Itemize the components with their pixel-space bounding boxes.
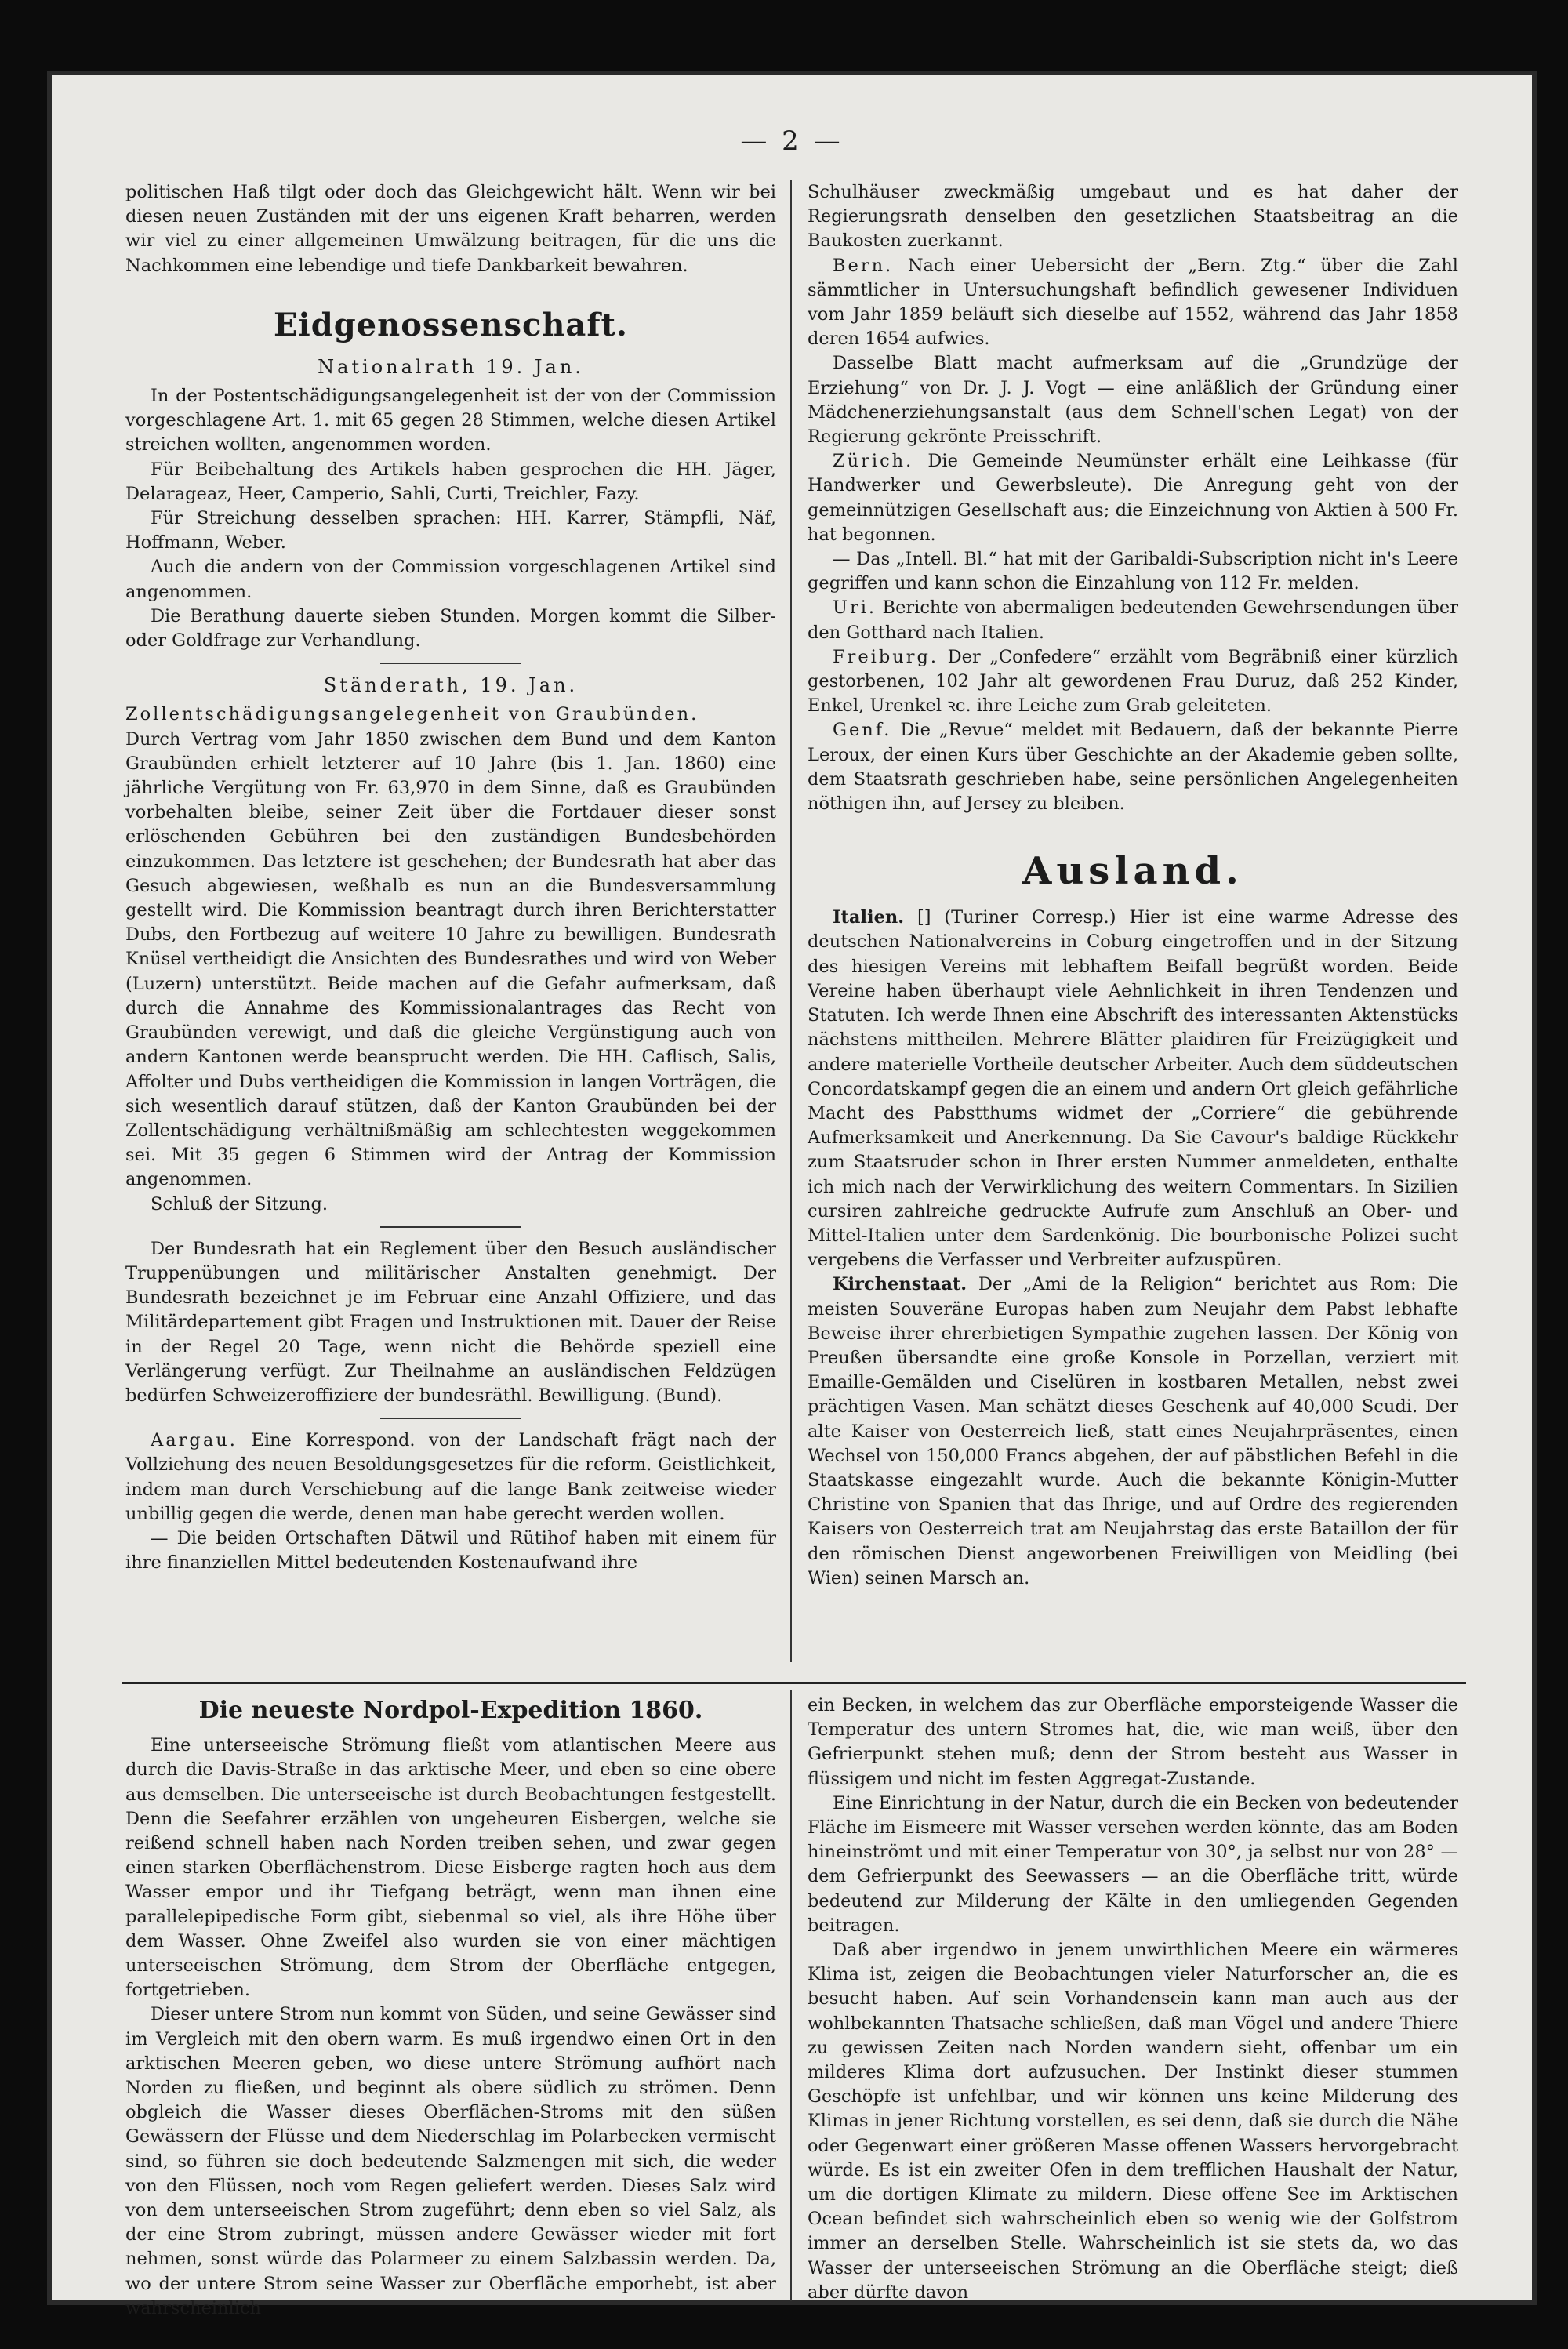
feuilleton-paragraph: ein Becken, in welchem das zur Oberfläche emporsteigende Wasser die Temperatur des untern Stromes hat, die, wie man weiß, über den Gefrierpunkt stehen muß; denn der Strom besteht aus Wasser in flüssigem und nicht im festen Aggregat-Zustande.: [808, 1695, 1458, 1789]
freiburg-label: Freiburg.: [833, 646, 939, 667]
heading-ausland: Ausland.: [1022, 849, 1243, 894]
nationalrath-paragraph: Für Beibehaltung des Artikels haben gesprochen die HH. Jäger, Delarageaz, Heer, Camperio, Sahli, Curti, Treichler, Fazy.: [125, 459, 776, 504]
feuilleton-paragraph: Eine unterseeische Strömung fließt vom atlantischen Meere aus durch die Davis-Straße in das arktische Meer, und eben so eine obere aus demselben. Die unterseeische ist durch Beobachtungen festgestellt. Denn die Seefahrer erzählen von ungeheuren Eisbergen, welche sie reißend schnell haben nach Norden treiben sehen, und zwar gegen einen starken Oberflächenstrom. Diese Eisberge ragten hoch aus dem Wasser empor und ihr Tiefgang beträgt, wenn man ihnen eine parallelepipedische Form gibt, siebenmal so viel, als ihre Höhe über dem Wasser. Ohne Zweifel also wurden sie von einer mächtigen unterseeischen Strömung, dem Strom der Oberfläche entgegen, fortgetrieben.: [125, 1735, 776, 2001]
feuilleton-paragraph: Eine Einrichtung in der Natur, durch die ein Becken von bedeutender Fläche im Eismeere mit Wasser versehen werden könnte, das am Boden hineinströmt und mit einer Temperatur von 30°, ja selbst nur von 28° — dem Gefrierpunkt des Seewassers — an die Oberfläche tritt, würde bedeutend zur Milderung der Kälte in den umliegenden Gegenden beitragen.: [808, 1792, 1458, 1936]
italien-label: Italien.: [833, 907, 905, 928]
genf-label: Genf.: [833, 720, 892, 741]
bern-paragraph-2: Dasselbe Blatt macht aufmerksam auf die „Grundzüge der Erziehung“ von Dr. J. J. Vogt — eine anläßlich der Gründung einer Mädchenerziehungsanstalt (aus dem Schnell'schen Legat) von der Regierung gekrönte Preisschrift.: [808, 353, 1458, 448]
staenderath-title: Zollentschädigungsangelegenheit von Graubünden.: [125, 704, 699, 725]
intro-paragraph: politischen Haß tilgt oder doch das Gleichgewicht hält. Wenn wir bei diesen neuen Zuständen mit der uns eigenen Kraft beharren, werden wir viel zu einer allgemeinen Umwälzung beitragen, für die uns die Nachkommen eine lebendige und tiefe Dankbarkeit bewahren.: [125, 182, 776, 276]
bern-label: Bern.: [833, 255, 894, 276]
uri-label: Uri.: [833, 597, 877, 619]
nationalrath-paragraph: Für Streichung desselben sprachen: HH. Karrer, Stämpfli, Näf, Hoffmann, Weber.: [125, 508, 776, 554]
freiburg-paragraph: Der „Confedere“ erzählt vom Begräbniß einer kürzlich gestorbenen, 102 Jahr alt gewordenen Frau Duruz, daß 252 Kinder, Enkel, Urenkel ꝛc. ihre Leiche zum Grab geleiteten.: [808, 646, 1458, 717]
right-column: [808, 180, 1458, 1591]
column-rule: [790, 180, 792, 1662]
feuilleton-rule: [122, 1682, 1466, 1684]
feuilleton-left-column: [125, 1694, 776, 2321]
newspaper-page: [47, 71, 1537, 2318]
uri-paragraph: Berichte von abermaligen bedeutenden Gewehrsendungen über den Gotthard nach Italien.: [808, 597, 1458, 643]
feuilleton-paragraph: Dieser untere Strom nun kommt von Süden, und seine Gewässer sind im Vergleich mit den obern warm. Es muß irgendwo einen Ort in den arktischen Meeren geben, wo diese untere Strömung aufhört nach Norden zu fließen, und beginnt als obere südlich zu strömen. Denn obgleich die Wasser dieses Oberflächen-Stroms mit den süßen Gewässern der Flüsse und dem Niederschlag im Polarbecken vermischt sind, so führen sie doch bedeutende Salzmengen mit sich, die weder von den Flüssen, noch vom Regen geliefert werden. Dieses Salz wird von dem unterseeischen Strom zugeführt; denn eben so viel Salz, als der eine Strom zubringt, müssen andere Gewässer wieder mit fort nehmen, sonst würde das Polarmeer zu einem Salzbassin werden. Da, wo der untere Strom seine Wasser zur Oberfläche emporhebt, ist aber wahrscheinlich: [125, 2004, 776, 2318]
nationalrath-paragraph: Auch die andern von der Commission vorgeschlagenen Artikel sind angenommen.: [125, 557, 776, 602]
genf-paragraph: Die „Revue“ meldet mit Bedauern, daß der bekannte Pierre Leroux, der einen Kurs über Geschichte an der Akademie geben sollte, dem Staatsrath geschrieben habe, seine persönlichen Angelegenheiten nöthigen ihn, auf Jersey zu bleiben.: [808, 720, 1458, 815]
heading-eidgenossenschaft: Eidgenossenschaft.: [274, 306, 628, 343]
staenderath-heading: Ständerath, 19. Jan.: [323, 674, 579, 697]
kirchenstaat-label: Kirchenstaat.: [833, 1274, 967, 1295]
divider: [380, 1418, 521, 1419]
bundesrath-paragraph: Der Bundesrath hat ein Reglement über den Besuch ausländischer Truppenübungen und militärischer Anstalten genehmigt. Der Bundesrath bezeichnet je im Februar eine Anzahl Offiziere, und das Militärdepartement gibt Fragen und Instruktionen mit. Dauer der Reise in der Regel 20 Tage, wenn nicht die Behörde speziell eine Verlängerung verfügt. Zur Theilnahme an ausländischen Feldzügen bedürfen Schweizeroffiziere der bundesräthl. Bewilligung. (Bund).: [125, 1238, 776, 1406]
staenderath-paragraph: Durch Vertrag vom Jahr 1850 zwischen dem Bund und dem Kanton Graubünden erhielt letzterer auf 10 Jahre (bis 1. Jan. 1860) eine jährliche Vergütung von Fr. 63,970 in dem Sinne, daß es Graubünden vorbehalten bleibe, seiner Zeit über die Fortdauer dieser sonst erlöschenden Gebühren bei den zuständigen Bundesbehörden einzukommen. Das letztere ist geschehen; der Bundesrath hat aber das Gesuch abgewiesen, weßhalb es nun an die Bundesversammlung gestellt wird. Die Kommission beantragt durch ihren Berichterstatter Dubs, den Fortbezug auf weitere 10 Jahre zu bewilligen. Bundesrath Knüsel vertheidigt die Ansichten des Bundesrathes und wird von Weber (Luzern) unterstützt. Beide machen auf die Gefahr aufmerksam, daß durch die Annahme des Kommissionalantrages das Recht von Graubünden verewigt, und daß die gleiche Vergünstigung auch von andern Kantonen werde beansprucht werden. Die HH. Caflisch, Salis, Affolter und Dubs vertheidigen die Kommission in langen Vorträgen, die sich wesentlich darauf stützen, daß der Kanton Graubünden bei der Zollentschädigung verhältnißmäßig am schlechtesten weggekommen sei. Mit 35 gegen 6 Stimmen wird der Antrag der Kommission angenommen.: [125, 728, 776, 1190]
feuilleton-paragraph: Daß aber irgendwo in jenem unwirthlichen Meere ein wärmeres Klima ist, zeigen die Beobachtungen vieler Naturforscher an, die es besucht haben. Auf sein Vorhandensein kann man auch aus der wohlbekannten Thatsache schließen, daß man Vögel und andere Thiere zu gewissen Zeiten nach Norden wandern sieht, offenbar um ein milderes Klima dort aufzusuchen. Der Instinkt dieser stummen Geschöpfe ist unfehlbar, und wir können uns keine Milderung des Klimas in jener Richtung vorstellen, es sei denn, daß sie durch die Nähe oder Gegenwart einer größeren Masse offenen Wassers hervorgebracht würde. Es ist ein zweiter Ofen in dem trefflichen Haushalt der Natur, um die dortigen Klimate zu mildern. Diese offene See im Arktischen Ocean befindet sich wahrscheinlich eben so wenig wie der Golfstrom immer an derselben Stelle. Wahrscheinlich ist sie stets da, wo das Wasser der unterseeischen Strömung an die Oberfläche steigt; dieß aber dürfte davon: [808, 1940, 1458, 2303]
left-column: [125, 180, 776, 1575]
nationalrath-heading: Nationalrath 19. Jan.: [318, 355, 584, 378]
aargau-label: Aargau.: [151, 1430, 238, 1451]
kirchenstaat-paragraph: Der „Ami de la Religion“ berichtet aus Rom: Die meisten Souveräne Europas haben zum Neujahr dem Pabst lebhafte Beweise ihrer ehrerbietigen Sympathie zugehen lassen. Der König von Preußen übersandte eine große Konsole in Porzellan, verziert mit Emaille-Gemälden und Ciselüren in kostbaren Metallen, nebst zwei prächtigen Vasen. Man schätzt dieses Geschenk auf 40,000 Scudi. Der alte Kaiser von Oesterreich ließ, statt eines Neujahrpräsentes, einen Wechsel von 150,000 Francs abgehen, der auf päbstlichen Befehl in die Staatskasse eingezahlt wurde. Auch die bekannte Königin-Mutter Christine von Spanien that das Ihrige, und auf Ordre des regierenden Kaisers von Oesterreich trat am Neujahrstag das erste Bataillon der für den römischen Dienst angeworbenen Freiwilligen von Meidling (bei Wien) seinen Marsch an.: [808, 1274, 1459, 1588]
zuerich-paragraph: Die Gemeinde Neumünster erhält eine Leihkasse (für Handwerker und Gewerbsleute). Die Anregung geht von der gemeinnützigen Gesellschaft aus; die Einzeichnung von Aktien à 500 Fr. hat begonnen.: [808, 451, 1458, 545]
feuilleton-right-column: [808, 1694, 1458, 2305]
staenderath-closing: Schluß der Sitzung.: [151, 1193, 328, 1214]
divider: [380, 663, 521, 664]
page-number: — 2 —: [740, 125, 844, 157]
column-rule: [790, 1690, 792, 2301]
nationalrath-paragraph: In der Postentschädigungsangelegenheit ist der von der Commission vorgeschlagene Art. 1. mit 65 gegen 28 Stimmen, welche diesen Artikel streichen wollten, angenommen worden.: [125, 386, 776, 456]
zuerich-paragraph-2: — Das „Intell. Bl.“ hat mit der Garibaldi-Subscription nicht in's Leere gegriffen und kann schon die Einzahlung von 112 Fr. melden.: [808, 549, 1458, 594]
aargau-paragraph: Eine Korrespond. von der Landschaft frägt nach der Vollziehung des neuen Besoldungsgesetzes für die reform. Geistlichkeit, indem man durch Verschiebung auf die lange Bank zeitweise wieder unbillig gegen die werde, denen man habe gerecht werden wollen.: [125, 1430, 776, 1524]
feuilleton-title: Die neueste Nordpol-Expedition 1860.: [198, 1697, 703, 1724]
schulhaeuser-paragraph: Schulhäuser zweckmäßig umgebaut und es hat daher der Regierungsrath denselben den gesetzlichen Staatsbeitrag an die Baukosten zuerkannt.: [808, 182, 1458, 252]
nationalrath-paragraph: Die Berathung dauerte sieben Stunden. Morgen kommt die Silber- oder Goldfrage zur Verhandlung.: [125, 605, 776, 652]
bern-paragraph: Nach einer Uebersicht der „Bern. Ztg.“ über die Zahl sämmtlicher in Untersuchungshaft befindlich gewesener Individuen vom Jahr 1859 beläuft sich dieselbe auf 1552, während das Jahr 1858 deren 1654 aufwies.: [808, 255, 1459, 350]
italien-paragraph: [] (Turiner Corresp.) Hier ist eine warme Adresse des deutschen Nationalvereins in Coburg eingetroffen und in der Sitzung des hiesigen Vereins mit lebhaftem Beifall begrüßt worden. Beide Vereine haben überhaupt viele Aehnlichkeit in ihren Tendenzen und Statuten. Ich werde Ihnen eine Abschrift des interessanten Aktenstücks nächstens mittheilen. Mehrere Blätter plaidiren für Freizügigkeit und andere materielle Vortheile deutscher Arbeiter. Auch dem süddeutschen Concordatskampf gegen die an einem und andern Ort gleich gefährliche Macht des Pabstthums widmet der „Corriere“ die gebührende Aufmerksamkeit und Anerkennung. Da Sie Cavour's baldige Rückkehr zum Staatsruder schon in Ihrer ersten Nummer anmeldeten, enthalte ich mich nach der Verwirklichung des weitern Commentars. In Sizilien cursiren zahlreiche gedruckte Aufrufe zum Anschluß an Ober- und Mittel-Italien unter dem Sardenkönig. Die bourbonische Polizei sucht vergebens die Verfasser und Verbreiter aufzuspüren.: [808, 907, 1459, 1271]
aargau-paragraph-2: — Die beiden Ortschaften Dätwil und Rütihof haben mit einem für ihre finanziellen Mittel bedeutenden Kostenaufwand ihre: [125, 1527, 776, 1574]
divider: [380, 1226, 521, 1228]
zuerich-label: Zürich.: [833, 451, 914, 472]
